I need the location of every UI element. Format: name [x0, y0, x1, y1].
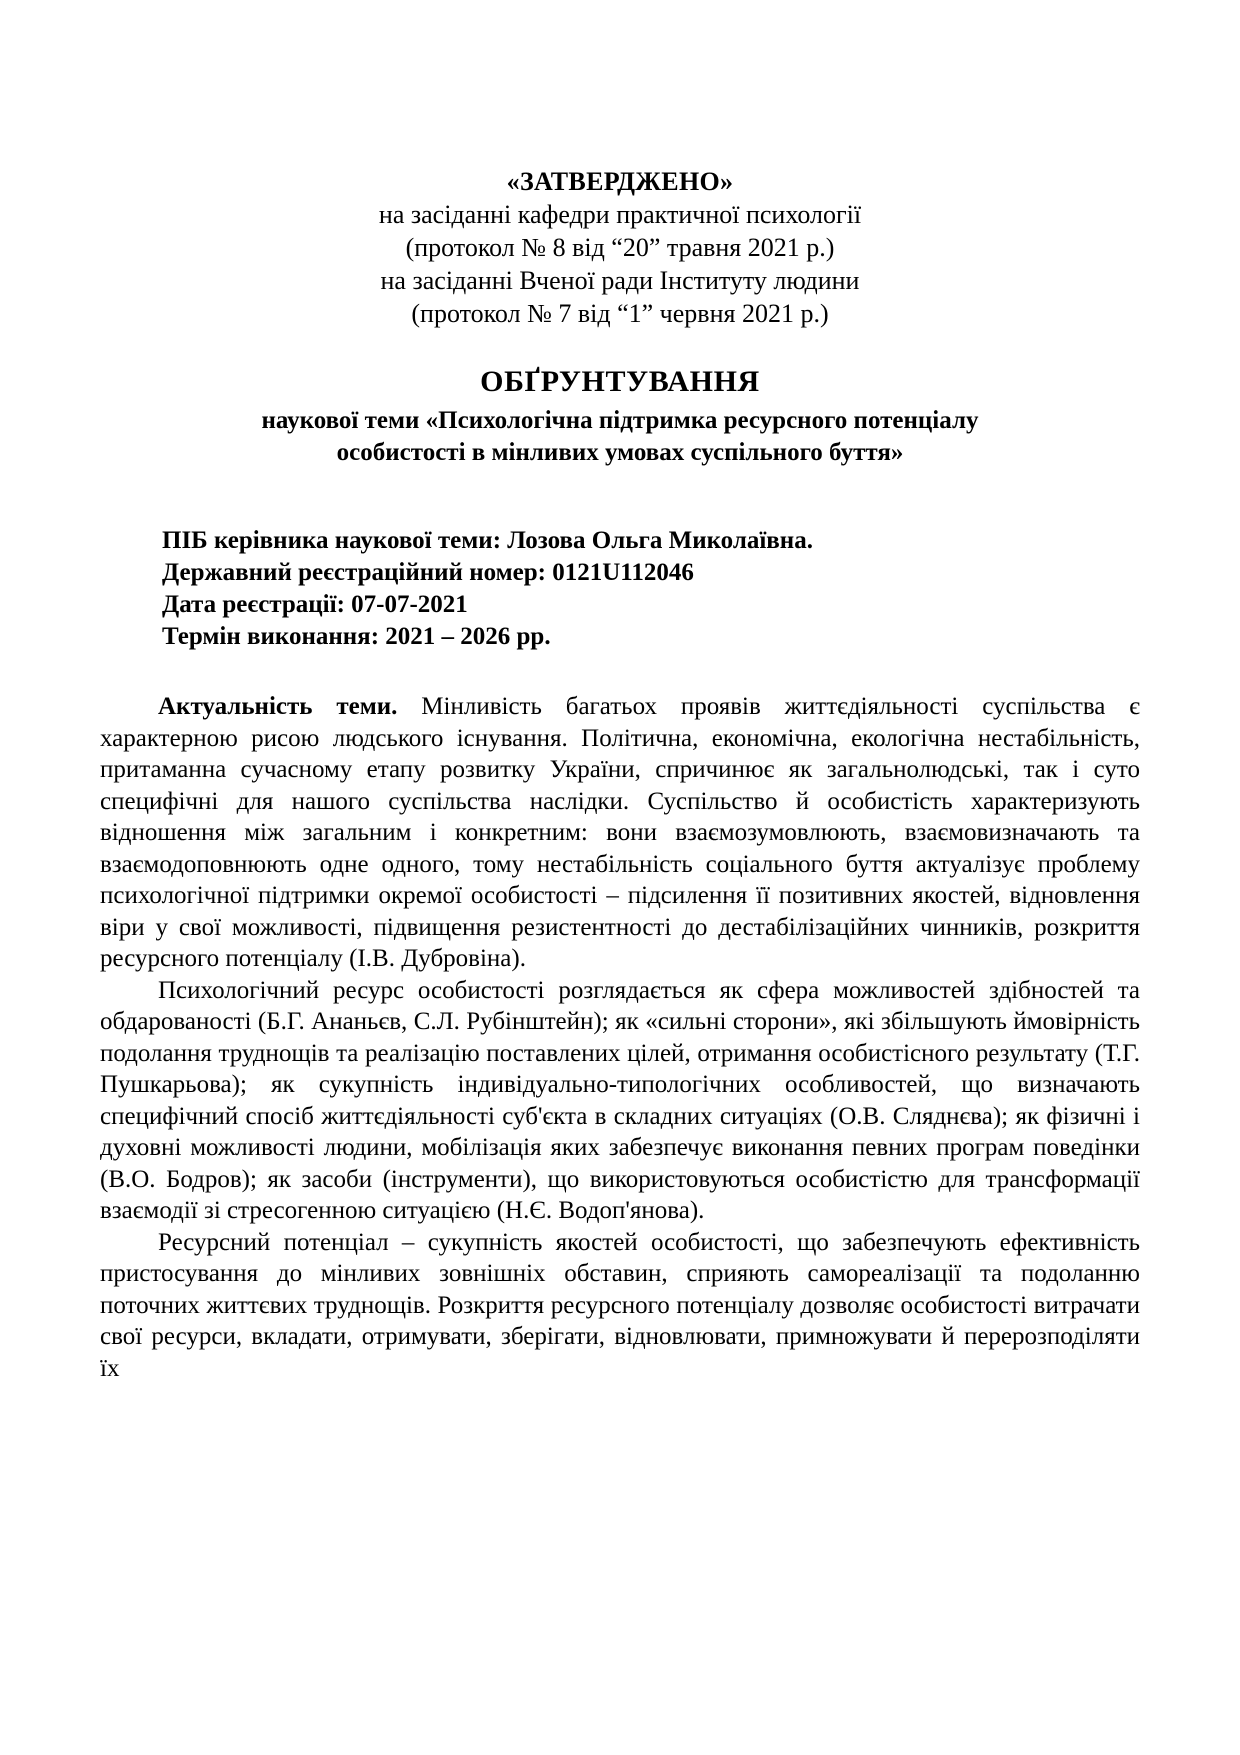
- supervisor-value: Лозова Ольга Миколаївна.: [507, 527, 813, 554]
- supervisor-label: ПІБ керівника наукової теми:: [162, 527, 502, 554]
- paragraph-relevance-lead: Актуальність теми.: [158, 693, 398, 720]
- paragraph-relevance: [100, 691, 1140, 975]
- metadata-block: [100, 525, 1140, 653]
- paragraph-resource-potential: Ресурсний потенціал – сукупність якостей особистості, що забезпечують ефективність пристосування до мінливих зовнішніх обставин, сприяють самореалізації та подоланню поточних життєвих труднощів. Розкриття ресурсного потенціалу дозволяє особистості витрачати свої ресурси, вкладати, отримувати, зберігати, відновлювати, примножувати й перерозподіляти їх: [100, 1228, 1140, 1382]
- title-block: [100, 363, 1140, 469]
- page-subtitle-line-2: особистості в мінливих умовах суспільного буття»: [336, 439, 904, 466]
- registration-label: Державний реєстраційний номер:: [162, 559, 546, 586]
- term-label: Термін виконання:: [162, 623, 380, 650]
- metadata-row-supervisor: [162, 525, 1140, 557]
- approval-line-2: (протокол № 8 від “20” травня 2021 р.): [405, 233, 835, 262]
- metadata-row-term: [162, 621, 1140, 653]
- page-subtitle: [100, 405, 1140, 469]
- approval-stamp: «ЗАТВЕРДЖЕНО»: [506, 167, 734, 196]
- term-value: 2021 – 2026 рр.: [385, 623, 551, 650]
- metadata-row-registration: [162, 557, 1140, 589]
- body-text: [100, 691, 1140, 1384]
- document-content: [100, 165, 1140, 1384]
- metadata-row-registration-date: [162, 589, 1140, 621]
- page-title: ОБҐРУНТУВАННЯ: [480, 365, 760, 398]
- registration-value: 0121U112046: [552, 559, 694, 586]
- approval-line-4: (протокол № 7 від “1” червня 2021 р.): [411, 299, 829, 328]
- approval-line-3: на засіданні Вченої ради Інституту людини: [380, 266, 860, 295]
- paragraph-relevance-text: Мінливість багатьох проявів життєдіяльності суспільства є характерною рисою людського існування. Політична, економічна, екологічна нестабільність, притаманна сучасному етапу розвитку України, спричинює як загальнолюдські, так і суто специфічні для нашого суспільства наслідки. Суспільство й особистість характеризують відношення між загальним і конкретним: вони взаємозумовлюють, взаємовизначають та взаємодоповнюють одне одного, тому нестабільність соціального буття актуалізує проблему психологічної підтримки окремої особистості – підсилення її позитивних якостей, відновлення віри у свої можливості, підвищення резистентності до дестабілізаційних чинників, розкриття ресурсного потенціалу (І.В. Дубровіна).: [100, 693, 1140, 972]
- registration-date-label: Дата реєстрації:: [162, 591, 345, 618]
- approval-line-1: на засіданні кафедри практичної психології: [378, 200, 862, 229]
- registration-date-value: 07-07-2021: [351, 591, 468, 618]
- page-subtitle-line-1: наукової теми «Психологічна підтримка ресурсного потенціалу: [261, 407, 979, 434]
- paragraph-psychological-resource: Психологічний ресурс особистості розглядається як сфера можливостей здібностей та обдарованості (Б.Г. Ананьєв, С.Л. Рубінштейн); як «сильні сторони», які збільшують ймовірність подолання труднощів та реалізацію поставлених цілей, отримання особистісного результату (Т.Г. Пушкарьова); як сукупність індивідуально-типологічних особливостей, що визначають специфічний спосіб життєдіяльності суб'єкта в складних ситуаціях (О.В. Сляднєва); як фізичні і духовні можливості людини, мобілізація яких забезпечує виконання певних програм поведінки (В.О. Бодров); як засоби (інструменти), що використовуються особистістю для трансформації взаємодії зі стресогенною ситуацією (Н.Є. Водоп'янова).: [100, 976, 1140, 1224]
- approval-header: [100, 165, 1140, 330]
